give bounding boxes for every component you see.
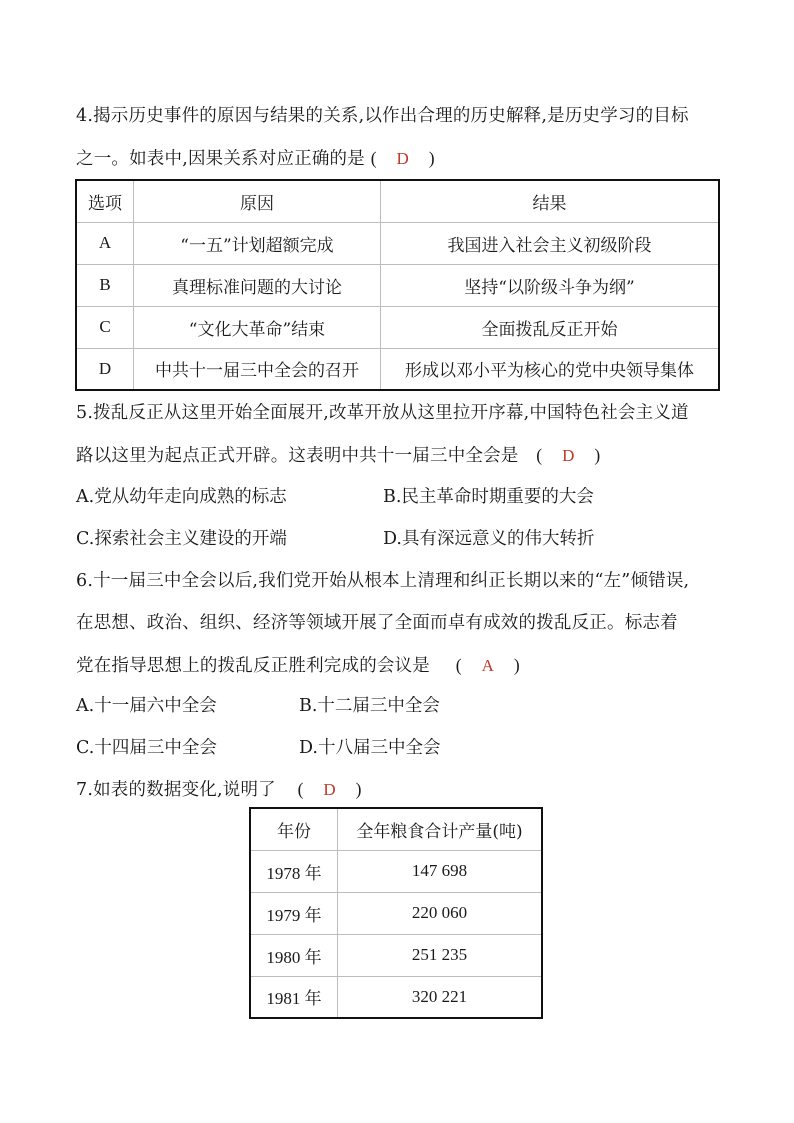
table-row [250, 934, 542, 976]
q4-row-c-option: C [76, 306, 134, 348]
q6-stem-line2: 在思想、政治、组织、经济等领域开展了全面而卓有成效的拨乱反正。标志着 [76, 613, 678, 633]
q4-stem-text: 之一。如表中,因果关系对应正确的是 [76, 149, 365, 169]
q4-row-d-result: 形成以邓小平为核心的党中央领导集体 [381, 348, 720, 390]
q4-answer: D [396, 149, 410, 168]
q6-stem-text: 党在指导思想上的拨乱反正胜利完成的会议是 [76, 656, 430, 676]
q4-row-c-cause: “文化大革命”结束 [134, 306, 381, 348]
q6-answer: A [481, 656, 495, 675]
q7-stem-text: 7.如表的数据变化,说明了 [76, 780, 276, 800]
q4-paren-close: ) [428, 148, 435, 168]
q6-option-d: D.十八届三中全会 [299, 738, 441, 758]
q6-option-c: C.十四届三中全会 [76, 738, 217, 758]
q4-table [75, 179, 720, 391]
table-row [76, 222, 719, 264]
q4-row-c-result: 全面拨乱反正开始 [381, 306, 720, 348]
table-row [250, 850, 542, 892]
q7-header-year: 年份 [250, 808, 338, 850]
q4-row-a-result: 我国进入社会主义初级阶段 [381, 222, 720, 264]
q4-header-result: 结果 [381, 180, 720, 222]
q4-header-option: 选项 [76, 180, 134, 222]
q5-option-c: C.探索社会主义建设的开端 [76, 529, 287, 549]
q5-stem-text: 路以这里为起点正式开辟。这表明中共十一届三中全会是 [76, 446, 519, 466]
table-row [250, 976, 542, 1018]
q5-stem-line2 [76, 443, 600, 468]
q5-answer: D [562, 446, 575, 465]
table-row [76, 264, 719, 306]
q4-row-d-option: D [76, 348, 134, 390]
q7-row-year: 1978 年 [250, 850, 338, 892]
q7-paren-open: ( [297, 779, 304, 799]
q4-table-header [76, 180, 719, 222]
q4-stem-line1: 4.揭示历史事件的原因与结果的关系,以作出合理的历史解释,是历史学习的目标 [76, 106, 689, 126]
table-row [250, 892, 542, 934]
q7-row-output: 147 698 [338, 850, 543, 892]
q7-row-year: 1979 年 [250, 892, 338, 934]
q4-row-b-cause: 真理标准问题的大讨论 [134, 264, 381, 306]
q6-option-b: B.十二届三中全会 [299, 696, 440, 716]
q6-paren-close: ) [513, 655, 520, 675]
q7-table [249, 807, 543, 1019]
q7-stem-line1 [76, 777, 362, 802]
q5-paren-close: ) [594, 445, 601, 465]
table-row [76, 348, 719, 390]
q7-row-year: 1980 年 [250, 934, 338, 976]
q6-option-a: A.十一届六中全会 [76, 696, 217, 716]
q4-row-a-option: A [76, 222, 134, 264]
q7-paren-close: ) [355, 779, 362, 799]
q7-header-output: 全年粮食合计产量(吨) [338, 808, 543, 850]
q4-paren-open: ( [370, 148, 377, 168]
q7-row-year: 1981 年 [250, 976, 338, 1018]
q5-option-b: B.民主革命时期重要的大会 [383, 487, 594, 507]
q7-row-output: 220 060 [338, 892, 543, 934]
q7-table-header [250, 808, 542, 850]
q4-row-b-option: B [76, 264, 134, 306]
q5-option-a: A.党从幼年走向成熟的标志 [76, 487, 287, 507]
q4-header-cause: 原因 [134, 180, 381, 222]
q6-stem-line3 [76, 653, 520, 678]
q4-row-b-result: 坚持“以阶级斗争为纲” [381, 264, 720, 306]
q4-row-d-cause: 中共十一届三中全会的召开 [134, 348, 381, 390]
q6-paren-open: ( [455, 655, 462, 675]
q6-stem-line1: 6.十一届三中全会以后,我们党开始从根本上清理和纠正长期以来的“左”倾错误, [76, 571, 690, 591]
q4-stem-line2 [76, 146, 435, 171]
q5-paren-open: ( [536, 445, 543, 465]
q7-row-output: 251 235 [338, 934, 543, 976]
table-row [76, 306, 719, 348]
q7-row-output: 320 221 [338, 976, 543, 1018]
q4-row-a-cause: “一五”计划超额完成 [134, 222, 381, 264]
q5-stem-line1: 5.拨乱反正从这里开始全面展开,改革开放从这里拉开序幕,中国特色社会主义道 [76, 403, 689, 423]
q7-answer: D [323, 780, 336, 799]
q5-option-d: D.具有深远意义的伟大转折 [383, 529, 595, 549]
